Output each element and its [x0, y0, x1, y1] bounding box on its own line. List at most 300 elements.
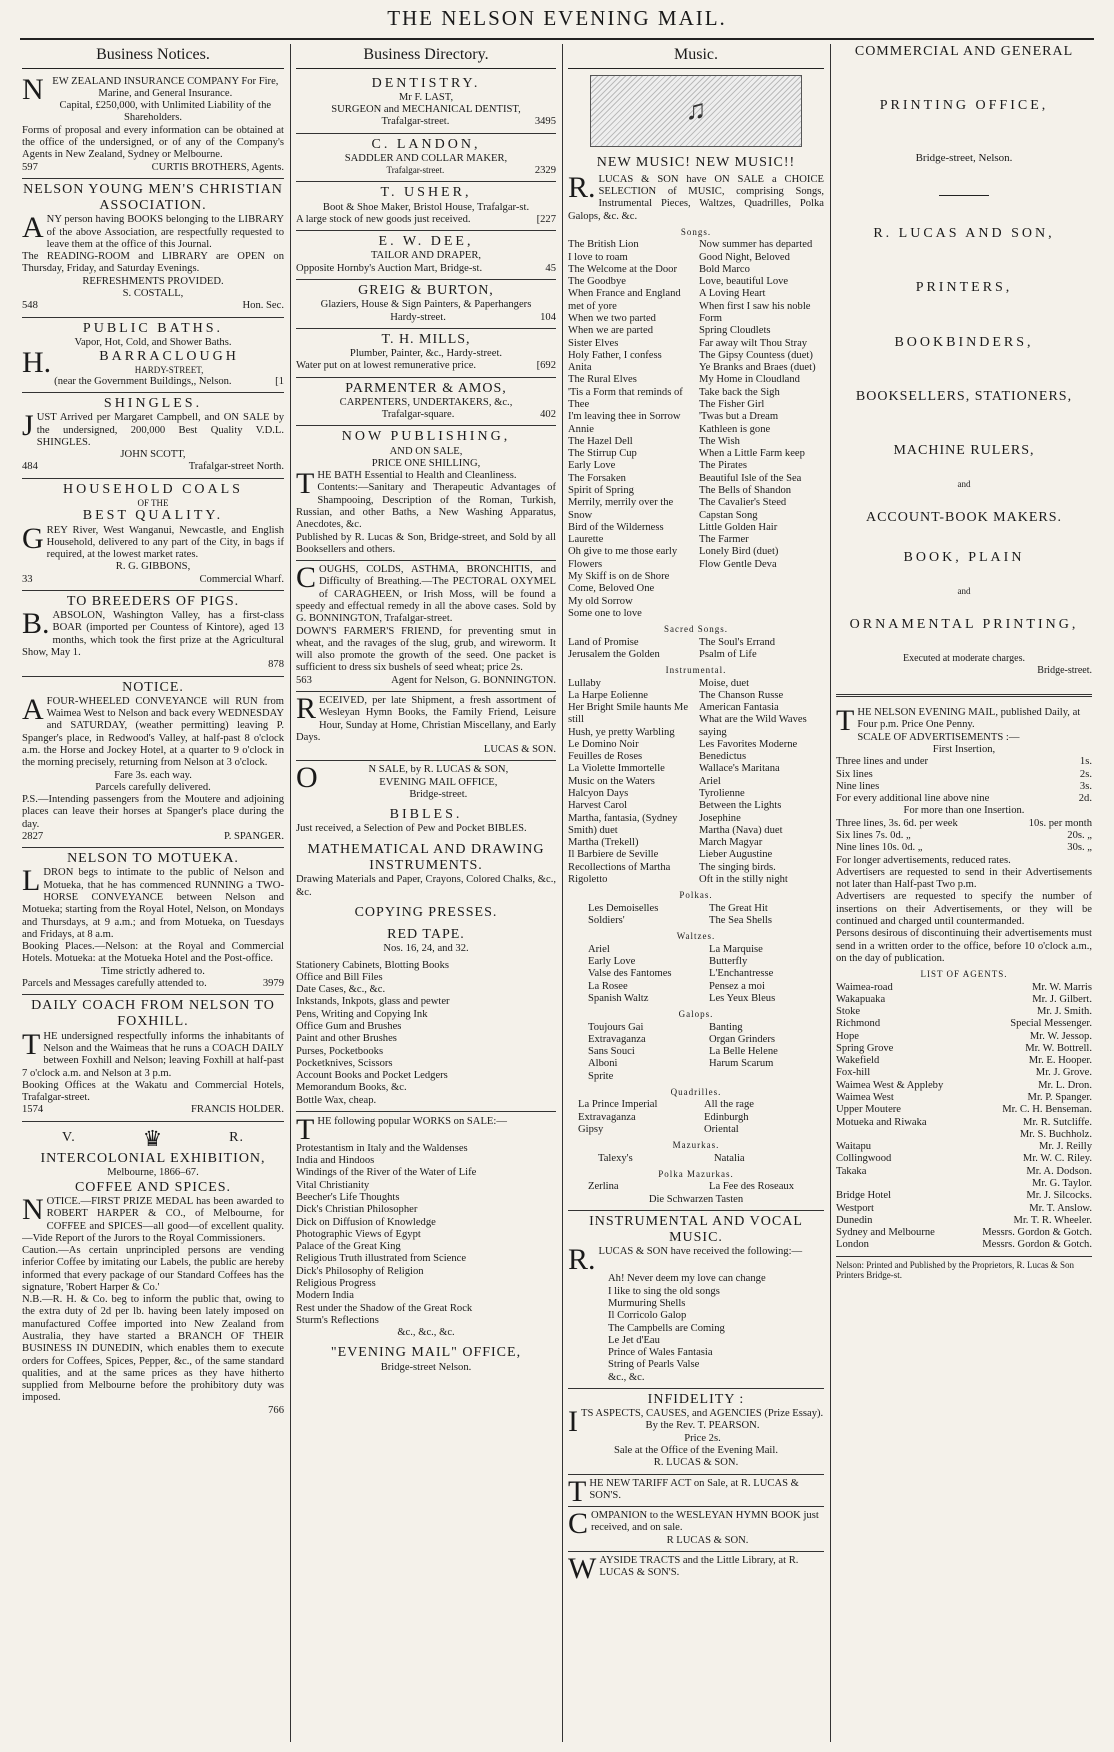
ad-text: Water put on at lowest remunerative price.	[296, 360, 477, 372]
list-item: Zerlina	[588, 1181, 619, 1193]
cell-label: Three lines and under	[836, 756, 929, 768]
list-item: Purses, Pocketbooks	[296, 1045, 384, 1057]
list-item: Good Night, Beloved	[699, 251, 790, 263]
songs-right	[699, 239, 824, 620]
list-item: The Pirates	[699, 460, 747, 472]
agent-row	[836, 1129, 1092, 1141]
ad-text: BOOKBINDERS,	[894, 334, 1034, 350]
list-item: Music on the Waters	[568, 775, 655, 787]
cell-label: Waitapu	[836, 1141, 872, 1153]
list-item: When we are parted	[568, 325, 653, 337]
ad-text: Parcels carefully delivered.	[95, 781, 211, 793]
ad-title: BIBLES.	[389, 807, 463, 823]
cell-value: Mr. J. Reilly	[1039, 1141, 1092, 1153]
cell-label: Wakefield	[836, 1055, 880, 1067]
list-item: Hush, ye pretty Warbling	[568, 726, 675, 738]
ad-number: 484	[22, 461, 38, 473]
list-item: Office and Bill Files	[296, 971, 383, 983]
ad-text: N.B.—R. H. & Co. beg to inform the public that, owing to the extra duty of 2d per lb. having been lately imposed on manufactured Coffee imported into New Zealand from Australia, they have started a BRANCH OF THEIR BUSINESS IN DUNEDIN, which enables them to execute orders for Coffees, Spices, Pepper, &c., of the same standard qualities, and at the same prices as they have hitherto supplied from Melbourne before the prohibitory duty was imposed.	[22, 1294, 284, 1404]
ad-text: HE NEW TARIFF ACT on Sale, at R. LUCAS & SON'S.	[589, 1477, 799, 1501]
ad-title: NEW MUSIC! NEW MUSIC!!	[596, 154, 796, 170]
cell-label: Six lines 7s. 0d. „	[836, 829, 911, 841]
list-item: Martha (Trekell)	[568, 837, 639, 849]
cell-value: Mr. W. C. Riley.	[1022, 1153, 1092, 1165]
ad-text: Executed at moderate charges.	[903, 652, 1025, 664]
ad-text: Commercial Wharf.	[199, 573, 284, 585]
ad-signature: R. G. GIBBONS,	[115, 561, 191, 573]
list-item: Murmuring Shells	[608, 1298, 686, 1309]
list-item: Harum Scarum	[709, 1058, 774, 1070]
ad-text: Capital, £250,000, with Unlimited Liability of the Shareholders.	[59, 100, 272, 124]
list-item: Some one to love	[568, 607, 642, 619]
list-item: Martha, fantasia, (Sydney Smith) duet	[568, 812, 678, 836]
instrumental-right	[699, 678, 824, 887]
ad-text: Booking Places.—Nelson: at the Royal and Commercial Hotels. Motueka: at the Motueka Hotel and the Post-office.	[22, 941, 284, 965]
ad-text: V.	[62, 1130, 76, 1146]
ad-text: SURGEON and MECHANICAL DENTIST,	[331, 104, 521, 116]
cell-label: Waimea-road	[836, 981, 893, 993]
drop-cap: T	[296, 1112, 315, 1146]
ad-title: E. W. DEE,	[378, 234, 474, 250]
ad-number: 33	[22, 573, 33, 585]
ad-text: The READING-ROOM and LIBRARY are OPEN on Thursday, Friday, and Saturday Evenings.	[22, 251, 284, 275]
list-item: Recollections of Martha	[568, 861, 671, 873]
ad-signature: P. SPANGER.	[224, 830, 284, 842]
list-item: Bird of the Wilderness	[568, 521, 664, 533]
instrumental-list	[568, 678, 824, 887]
cell-value: Mr. A. Dodson.	[1026, 1165, 1092, 1177]
list-item: Il Corricolo Galop	[608, 1310, 687, 1322]
coughs-ad	[296, 561, 556, 692]
drop-cap: N	[22, 1192, 44, 1226]
polkas-right	[709, 903, 824, 928]
onsale-ad	[296, 761, 556, 1112]
list-item: My Skiff is on de Shore	[568, 570, 670, 582]
list-item: The British Lion	[568, 239, 639, 251]
wayside-ad	[568, 1552, 824, 1586]
dee-ad	[296, 231, 556, 280]
agent-row	[836, 1166, 1092, 1178]
ad-text: and	[957, 479, 971, 490]
ad-text: For longer advertisements, reduced rates.	[836, 854, 1011, 866]
list-item: Spirit of Spring	[568, 484, 634, 496]
cell-value: Mr. J. Grove.	[1035, 1067, 1092, 1079]
companion-ad	[568, 1507, 824, 1552]
section-heading: Waltzes.	[676, 931, 716, 942]
ad-text: DOWN'S FARMER'S FRIEND, for preventing smut in wheat, and the ravages of the slug, grub, and wireworm. It will also promote the growth of the seed. One packet is sufficient to dress six bushels of seed wheat; price 2s.	[296, 625, 556, 674]
column-header: Music.	[568, 44, 824, 69]
list-item: Moise, duet	[699, 677, 750, 689]
ad-text: LUCAS & SON have received the following:—	[598, 1246, 803, 1258]
drop-cap: I	[568, 1405, 578, 1439]
list-item: Sans Souci	[588, 1046, 635, 1058]
list-item: Vital Christianity	[296, 1179, 370, 1191]
cell-value: 20s. „	[1067, 829, 1092, 841]
drop-cap: C	[296, 561, 317, 595]
cell-value: Mr. W. Marris	[1031, 981, 1092, 993]
ad-text: DRON begs to intimate to the public of Nelson and Motueka, that he has commenced RUNNING a TWO-HORSE CONVEYANCE between Nelson and Motueka; starting from the Royal Hotel, Nelson, on Mondays and Thursdays, at 9 a.m.; and from Motueka, on Tuesdays and Fridays, at 8 a.m.	[22, 867, 284, 940]
cell-value: 10s. per month	[1028, 817, 1092, 829]
ad-title: COPYING PRESSES.	[354, 904, 498, 920]
ymca-ad	[22, 179, 284, 318]
ad-title: DAILY COACH FROM NELSON TO FOXHILL.	[31, 998, 275, 1030]
cell-label: Collingwood	[836, 1153, 892, 1165]
cell-label: Dunedin	[836, 1214, 873, 1226]
list-item: The Campbells are Coming	[608, 1322, 725, 1334]
conveyance-notice	[22, 677, 284, 849]
list-item: Come, Beloved One	[568, 583, 655, 595]
list-item: Sister Elves	[568, 337, 619, 349]
shingles-ad	[22, 393, 284, 479]
ad-text: Opposite Hornby's Auction Mart, Bridge-st.	[296, 262, 483, 274]
sacred-left	[568, 637, 693, 662]
ad-title: RED TAPE.	[387, 927, 465, 943]
ad-text: For more than one Insertion.	[903, 805, 1025, 817]
list-item: Butterfly	[709, 956, 748, 967]
cell-label: London	[836, 1239, 869, 1251]
ad-headline: EW ZEALAND INSURANCE COMPANY For Fire, Marine, and General Insurance.	[52, 75, 279, 99]
imprint: Nelson: Printed and Published by the Proprietors, R. Lucas & Son Printers Bridge-st.	[836, 1259, 1074, 1281]
galops-list	[568, 1022, 824, 1083]
mills-ad	[296, 329, 556, 378]
ad-title: HOUSEHOLD COALS	[63, 481, 243, 497]
waltzes-list	[568, 944, 824, 1005]
drop-cap: T	[22, 1027, 41, 1061]
cell-value: Mr. J. Gilbert.	[1032, 993, 1092, 1005]
exhibition-ad	[22, 1122, 284, 1417]
ad-signature: Agent for Nelson, G. BONNINGTON.	[391, 674, 556, 686]
quadrilles-list	[568, 1099, 824, 1136]
agent-row	[836, 1141, 1092, 1153]
list-item: Beautiful Isle of the Sea	[699, 472, 802, 484]
list-item: My old Sorrow	[568, 595, 633, 607]
list-item: The Cavalier's Steed	[699, 497, 787, 509]
list-item: Spanish Waltz	[588, 992, 649, 1004]
landon-ad	[296, 134, 556, 183]
list-item: L'Enchantresse	[709, 968, 774, 980]
list-item: Les Demoiselles	[588, 902, 659, 914]
ad-number: 402	[540, 409, 556, 421]
list-item: Between the Lights	[699, 800, 782, 812]
music-instruments-illustration	[590, 75, 802, 147]
section-heading: Polka Mazurkas.	[658, 1168, 734, 1179]
received-ad	[296, 692, 556, 761]
drop-cap: B.	[22, 607, 50, 641]
list-item: Prince of Wales Fantasia	[608, 1347, 713, 1359]
coach-ad	[22, 995, 284, 1121]
list-item: When France and England met of yore	[568, 288, 681, 312]
ad-text: LUCAS & SON have ON SALE a CHOICE SELECTION of MUSIC, comprising Songs, Instrumental Pieces, Waltzes, Quadrilles, Polka Galops, &c. &c.	[568, 173, 824, 222]
drop-cap: T	[296, 467, 315, 501]
list-item: Le Domino Noir	[568, 738, 639, 750]
ad-title: T. H. MILLS,	[381, 331, 471, 347]
agent-row	[836, 1117, 1092, 1129]
list-item: Inkstands, Inkpots, glass and pewter	[296, 996, 450, 1008]
ad-text: HARDY-STREET,	[134, 365, 204, 376]
ad-number: 563	[296, 674, 312, 686]
list-item: String of Pearls Valse	[608, 1359, 700, 1371]
cell-value: Mr. E. Hooper.	[1028, 1055, 1092, 1067]
drop-cap: T	[568, 1474, 587, 1508]
agent-row	[836, 1043, 1092, 1055]
drop-cap: O	[296, 761, 318, 795]
list-item: Windings of the River of the Water of Life	[296, 1167, 477, 1179]
ad-title: HE following popular WORKS on SALE:—	[317, 1115, 507, 1127]
cell-label: Wakapuaka	[836, 993, 886, 1005]
ad-text: Advertisers are requested to specify the number of insertions on their Advertisements, or they will be continued and charged until countermanded.	[836, 891, 1092, 927]
agent-row	[836, 1190, 1092, 1202]
ad-text: Hon. Sec.	[242, 300, 284, 312]
list-item: Alboni	[588, 1058, 618, 1070]
agent-row	[836, 1153, 1092, 1165]
ad-title: DENTISTRY.	[371, 75, 481, 91]
list-item: The Stirrup Cup	[568, 448, 637, 460]
drop-cap: J	[22, 409, 34, 443]
ad-title: INTERCOLONIAL EXHIBITION,	[40, 1151, 266, 1167]
drop-cap: A	[22, 692, 44, 726]
ad-title: NELSON YOUNG MEN'S CHRISTIAN ASSOCIATION.	[23, 181, 283, 214]
songs-left	[568, 239, 693, 620]
ad-headline: R. LUCAS AND SON,	[873, 226, 1055, 242]
ad-title: SCALE OF ADVERTISEMENTS :—	[857, 731, 1020, 743]
list-item: Capstan Song	[699, 509, 758, 521]
column-business-notices	[22, 44, 284, 1742]
ad-text: OMPANION to the WESLEYAN HYMN BOOK just received, and on sale.	[591, 1510, 819, 1534]
ad-text: TAILOR AND DRAPER,	[370, 250, 482, 262]
agent-row	[836, 1018, 1092, 1030]
list-item: La Prince Imperial	[578, 1099, 658, 1111]
section-heading: Songs.	[680, 226, 712, 237]
list-item: The Goodbye	[568, 276, 626, 288]
cell-value: Mr. R. Sutcliffe.	[1023, 1116, 1092, 1128]
list-item: The Great Hit	[709, 902, 768, 914]
quadrilles-right	[704, 1099, 824, 1136]
ad-text: ORNAMENTAL PRINTING,	[849, 616, 1079, 632]
usher-ad	[296, 182, 556, 231]
drop-cap: N	[22, 72, 44, 106]
polka-mazurkas-list	[568, 1181, 824, 1193]
songs-list	[568, 239, 824, 620]
list-item: Psalm of Life	[699, 648, 757, 660]
ad-text: Advertisers are requested to send in their Advertisements not later than Half-past Two p.m.	[836, 866, 1092, 891]
list-item: Sprite	[588, 1070, 614, 1082]
list-item: Anita	[568, 362, 592, 374]
drop-cap: G	[22, 521, 44, 555]
ad-text: Caution.—As certain unprincipled persons are vending inferior Coffee by imitating our Labels, the public are hereby informed that every package of our Standard Coffees has the signature, 'Robert Harper & Co.'	[22, 1245, 284, 1293]
cell-label: Spring Grove	[836, 1042, 894, 1054]
list-item: Harvest Carol	[568, 800, 628, 812]
polkas-left	[588, 903, 703, 928]
cell-value: 3s.	[1079, 780, 1092, 792]
list-item: The Forsaken	[568, 472, 626, 484]
list-item: Les Favorites Moderne	[699, 738, 798, 750]
agent-row	[836, 1239, 1092, 1251]
ad-title: "EVENING MAIL" OFFICE,	[330, 1345, 522, 1361]
list-item: Protestantism in Italy and the Waldenses	[296, 1142, 468, 1154]
ad-text: PRINTERS,	[915, 280, 1013, 296]
list-item: Photographic Views of Egypt	[296, 1228, 421, 1240]
list-item: Now summer has departed	[699, 239, 813, 251]
insurance-ad	[22, 73, 284, 179]
ad-text: HE BATH Essential to Health and Cleanliness.	[317, 470, 517, 482]
ad-text: Time strictly adhered to.	[101, 965, 205, 977]
section-heading: Sacred Songs.	[664, 624, 728, 635]
cell-label: Westport	[836, 1202, 874, 1214]
ad-text: Melbourne, 1866–67.	[107, 1167, 199, 1179]
ad-title: COMMERCIAL AND GENERAL	[854, 44, 1074, 59]
list-item: Toujours Gai	[588, 1021, 644, 1033]
list-item: Religious Truth illustrated from Science	[296, 1253, 467, 1265]
stationery-list	[296, 960, 556, 1107]
greig-ad	[296, 280, 556, 329]
ad-title: BEST QUALITY.	[82, 508, 224, 524]
ad-text: FOUR-WHEELED CONVEYANCE will RUN from Waimea West to Nelson and back every WEDNESDAY and SATURDAY, (weather permitting) leaving P. Spanger's place, in Redwood's Valley, at half-past 8 o'clock a.m. the Horse and Jockey Hotel, at a quarter to 9 o'clock in the morning precisely, returning from Nelson at 3 o'clock.	[22, 695, 284, 769]
ad-text: REY River, West Wanganui, Newcastle, and English Household, delivered to any part of the City, in bags if required, at the lowest market rates.	[46, 524, 284, 561]
agent-row	[836, 1227, 1092, 1239]
list-item: &c., &c.	[608, 1371, 645, 1383]
drop-cap: R	[296, 691, 317, 725]
dentistry-ad	[296, 73, 556, 134]
ad-text: BOOKSELLERS, STATIONERS,	[855, 388, 1073, 404]
cell-value: Messrs. Gordon & Gotch.	[982, 1227, 1092, 1239]
table-row	[836, 769, 1092, 781]
list-item: La Rosee	[588, 980, 628, 992]
works-ad	[296, 1112, 556, 1374]
ad-number: [1	[275, 375, 284, 387]
rates-table	[836, 756, 1092, 805]
cell-label: Waimea West & Appleby	[836, 1079, 944, 1091]
list-item: 'Tis a Form that reminds of Thee	[568, 386, 683, 410]
parmenter-ad	[296, 378, 556, 427]
ad-number: 45	[545, 262, 556, 274]
list-item: The Rural Elves	[568, 374, 637, 386]
column-printing-office	[836, 44, 1092, 1742]
ad-text: Drawing Materials and Paper, Crayons, Colored Chalks, &c., &c.	[296, 874, 556, 898]
list-item: Memorandum Books, &c.	[296, 1082, 407, 1094]
list-item: Palace of the Great King	[296, 1241, 401, 1253]
printing-office-ad	[836, 44, 1092, 697]
list-item: Bold Marco	[699, 263, 750, 275]
ad-title: PUBLIC BATHS.	[82, 320, 224, 336]
list-item: Ye Branks and Braes (duet)	[699, 362, 816, 374]
tariff-ad	[568, 1475, 824, 1508]
list-item: Die Schwarzen Tasten	[648, 1193, 744, 1205]
list-item: Spring Cloudlets	[699, 325, 771, 337]
list-item: Oriental	[704, 1123, 739, 1135]
ad-title: SHINGLES.	[103, 395, 203, 411]
section-heading: Quadrilles.	[670, 1086, 722, 1097]
list-item: Holy Father, I confess	[568, 349, 662, 361]
ad-text: Contents:—Sanitary and Therapeutic Advantages of Shampooing, Description of the Roman, Turkish, Russian, and other Baths, a New Washing Apparatus, Anecdotes, &c.	[296, 482, 556, 531]
column-header: Business Directory.	[296, 44, 556, 69]
cell-value: 30s. „	[1067, 842, 1092, 854]
list-item: The Welcome at the Door	[568, 263, 677, 275]
list-item: Ah! Never deem my love can change	[608, 1273, 766, 1285]
table-row	[836, 818, 1092, 830]
list-item: Gipsy	[578, 1123, 604, 1135]
list-item: Natalia	[714, 1152, 745, 1164]
ad-number: 766	[268, 1404, 284, 1416]
ad-number: 2827	[22, 830, 44, 842]
list-item: Flow Gentle Deva	[699, 558, 777, 570]
list-item: Ariel	[588, 943, 610, 955]
ad-text: By the Rev. T. PEARSON.	[645, 1420, 760, 1432]
cell-label: Motueka and Riwaka	[836, 1116, 927, 1128]
list-item: Early Love	[568, 460, 616, 472]
list-item: Paint and other Brushes	[296, 1033, 397, 1045]
column-rule	[562, 44, 563, 1742]
list-item: Extravaganza	[578, 1111, 636, 1123]
ad-title: NOTICE.	[122, 679, 184, 695]
ad-signature: JOHN SCOTT,	[120, 449, 186, 461]
quadrilles-left	[578, 1099, 698, 1136]
list-item: When first I saw his noble Form	[699, 300, 811, 325]
list-item: The Fisher Girl	[699, 399, 765, 410]
list-item: Beecher's Life Thoughts	[296, 1192, 400, 1204]
list-item: Feuilles de Roses	[568, 751, 643, 763]
ad-text: Trafalgar-square.	[381, 409, 455, 421]
list-item: Little Golden Hair	[699, 521, 778, 533]
ad-text: ABSOLON, Washington Valley, has a first-class BOAR (imported per Countess of Kintore), aged 13 months, which took the first prize at the Agricultural Show, May 1.	[22, 610, 284, 659]
ad-title: PRINTING OFFICE,	[879, 98, 1049, 114]
ad-signature: R. LUCAS & SON.	[653, 1457, 739, 1469]
section-heading: Mazurkas.	[672, 1140, 720, 1151]
cell-value: Mr. T. R. Wheeler.	[1013, 1214, 1092, 1226]
list-item: I like to sing the old songs	[608, 1285, 720, 1297]
list-item: Love, beautiful Love	[699, 276, 789, 288]
ad-text: AND ON SALE,	[389, 445, 463, 457]
list-item: The Farmer	[699, 534, 749, 546]
masthead: THE NELSON EVENING MAIL.	[387, 6, 727, 30]
ad-text: First Insertion,	[932, 744, 996, 755]
list-item: The Bells of Shandon	[699, 484, 792, 496]
cell-value: Mr. T. Anslow.	[1029, 1202, 1092, 1214]
ad-text: Bridge-street Nelson.	[380, 1361, 472, 1373]
column-business-directory	[296, 44, 556, 1742]
ad-text: Trafalgar-street.	[386, 165, 445, 176]
list-item: March Magyar	[699, 837, 763, 849]
section-heading: Galops.	[678, 1009, 714, 1020]
agent-row	[836, 1067, 1092, 1079]
list-item: La Violette Immortelle	[568, 763, 665, 775]
list-item: La Harpe Eolienne	[568, 689, 649, 701]
list-item: Talexy's	[598, 1152, 633, 1164]
list-item: Land of Promise	[568, 636, 639, 648]
ad-title: MATHEMATICAL AND DRAWING INSTRUMENTS.	[307, 841, 545, 873]
ad-text: Trafalgar-street North.	[188, 461, 284, 473]
ad-title: INSTRUMENTAL AND VOCAL MUSIC.	[589, 1213, 803, 1246]
list-item: Oh give to me those early Flowers	[568, 546, 678, 570]
ad-number: 597	[22, 161, 38, 173]
ad-text: Sale at the Office of the Evening Mail.	[614, 1445, 778, 1457]
ad-text: EVENING MAIL OFFICE,	[379, 776, 498, 788]
list-item: Banting	[709, 1021, 743, 1033]
cell-value: Mr. J. Silcocks.	[1026, 1190, 1092, 1202]
agent-row	[836, 1203, 1092, 1215]
ad-signature: FRANCIS HOLDER.	[190, 1104, 284, 1116]
list-item: Rest under the Shadow of the Great Rock	[296, 1302, 473, 1314]
list-item: Halcyon Days	[568, 788, 629, 800]
list-item: Ariel	[699, 775, 721, 787]
list-item: Kathleen is gone	[699, 423, 771, 435]
ad-signature: S. COSTALL,	[122, 287, 184, 299]
publishing-ad	[296, 426, 556, 561]
cell-label: Richmond	[836, 1018, 881, 1030]
infidelity-ad	[568, 1389, 824, 1475]
ad-number: 878	[268, 659, 284, 671]
ad-text: Glaziers, House & Sign Painters, & Paperhangers	[320, 299, 532, 311]
list-item: Dick's Christian Philosopher	[296, 1204, 418, 1216]
